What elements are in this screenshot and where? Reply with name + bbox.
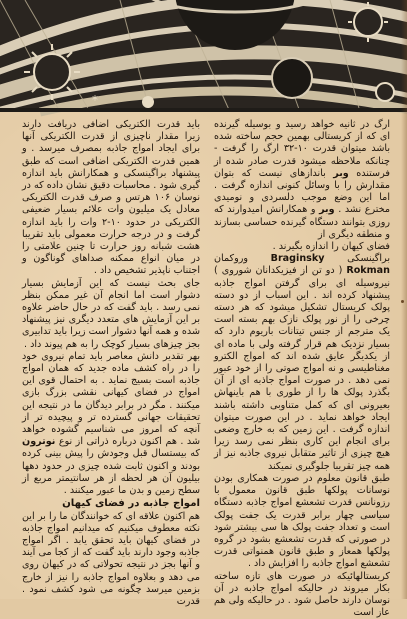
cosmic-illustration	[0, 0, 407, 112]
article-column-left	[22, 119, 201, 607]
paragraph: هم اکنون علاقه ای که خوانندگان ما را بر این نکته معطوف میکنیم که میدانیم امواج جاذبه در فضای کیهان باید تحقق یابد . اگر امواج جاذبه وجود دارند باید گفت که از کجا می آیند و آنها بجز در نتیجه تحولاتی که در کیهان روی می دهد و بعلاوه امواج جاذبه را نیز از خارج بزمین میرسد چگونه می شود کشف نمود . قدرت	[22, 510, 200, 607]
svg-text:*: *	[92, 93, 98, 107]
latin-name-rokman: Rokman	[346, 265, 390, 277]
text-span: که بیستسال قبل وجودش را پیش بینی کرده بودند و اکنون ثابت شده چیزی در حدود دهها بیلیون آن هر لحظه از هر سانتیمتر مربع از سطح زمین و بدن ما عبور میکنند .	[22, 448, 200, 497]
text-span: بهر تقدیر دانش معاصر باید تمام نیروی خود را در راه کشف ماده جدید که همان امواج جاذبه است بسیج نماید . به احتمال قوی این امواج در فضای کیهانی نقشی بزرگ بازی میکنند . مگر در برابر دیدگان ما در نتیجه این تحقیقات جهانی گسترده تر و پیچیده تر از آنچه که امروز می شناسیم گشوده خواهد شد . هم اکنون درباره ذراتی از نوع	[22, 350, 200, 448]
sun-planets-icon	[0, 0, 407, 112]
paragraph	[22, 351, 200, 497]
name-weber: وبر	[333, 167, 349, 179]
latin-name-braginsky: Braginsky	[270, 253, 325, 265]
paragraph: جای بحث نیست که این آزمایش بسیار دشوار است اما انجام آن غیر ممکن بنظر نمی رسد . باید گفت که در حال حاضر علاوه بر این آزمایش های متعدد دیگری نیز پیشنهاد شده و همه آنها دشوار است زیرا باید تدابیری بجز چیزهای بسیار کوچک را به هم پیوند داد .	[22, 277, 200, 350]
paragraph	[214, 119, 390, 241]
term-neutrino: نوترون	[22, 436, 56, 448]
text-span: وروکمان	[214, 253, 248, 265]
paragraph: باید قدرت الکتریکی اضافی دریافت دارند زیرا مقدار ناچیزی از قدرت الکتریکی آنها برای ایجاد امواج جاذبه بمصرف میرسد . و همین قدرت الکتریکی اضافی است که طبق پیشنهاد براگینسکی و همکارانش باید اندازه گیری شود . محاسبات دقیق نشان داده که در نوسان ۱۰۶ هرتس و صرف قدرت الکتریکی معادل یک میلیون وات علائم بسیار ضعیفی الکتریکی در حدود ۱۰-۲ وات را باید اندازه گرفت و در درجه حرارت معمولی باید تقریبا هشت شبانه روز حرارت تا چنین علامتی را در میان انواع ممکنه صداهای گوناگون و اجتناب ناپذیر تشخیص داد .	[22, 119, 201, 277]
name-weber: وبر	[319, 204, 335, 216]
section-heading: امواج جاذبه در فضای کیهان	[62, 498, 200, 510]
text-span: باندازهای نیست که بتوان مقدارش را با وسائل کنونی اندازه گرفت . اما این وضع موجب دلسردی و نومیدی مخترع نشد .	[214, 167, 390, 216]
binding-mark	[401, 300, 404, 303]
paragraph	[214, 253, 390, 473]
article-column-right	[214, 119, 391, 619]
text-span: و همکارانش امیدوارند که روزی بتوانند دستگاه گیرنده حساسی بسازند و منطقه دیگری از	[214, 204, 390, 240]
text-span: ارگ در ثانیه خواهد رسید و بوسیله گیرنده ای که از کریستالی بهمین حجم ساخته شده باشد میتوان قدرت ۱۰-۳۲ ارگ را گرفت - چنانکه ملاحظه میشود قدرت صادر شده از فرستنده	[214, 119, 391, 179]
paragraph: فضای کیهان را اندازه بگیرند .	[272, 241, 390, 253]
text-span: ( دو تن از فیزیکدانان شوروی ) نیروسیله ای برای گرفتن امواج جاذبه پیشنهاد کرده اند . این اسباب از دو دسته پولک کریستال تشکیل میشود که هر دسته چرخی را از نور پولک نازک بهم بسته است یک مترجم از جنس تیتانات باریوم دارد که بسیار نزدیک هم قرار گرفته ولی با ماده ای از یکدیگر عایق شده اند که امواج الکترو مغناطیسی و نه امواج صوتی را از خود عبور نمی دهد . در صورت امواج جاذبه ای از آن بگذرد پولک ها را از طوری با هم باینهاش بعیرونی ای که کمل متناوبی داشته باشند ایجاد خواهد نماید . در این صورت میتوان اندازه گرفت . این زمین که به خارج وضعی برای انجام این کاری بنظر نمی رسد زیرا هیچ چیزی از تاثیر متقابل نیروی جاذبه نیز از همه چیز تقریبا جلوگیری نمیکند	[214, 265, 390, 472]
paragraph: طبق قانون معلوم در صورت همکاری بودن نوسانات پولکها طبق قانون معمول با رزونانس قدرت تشعشع امواج جاذبه دستگاه سیاسی چهار برابر قدرت یک جفت پولک است و تعداد جفت پولک ها سی بیشتر شود در صورتی که قدرت تشعشع بشود در گروه پولکها همعاز و طبق قانون همنواتی قدرت تشعشع امواج جاذبه را افزایش داد .	[214, 472, 390, 570]
text-span: براگینسکی	[347, 253, 390, 265]
paragraph: کریستالهائیکه در صورت های تازه ساخته بکار میروند در حالیکه امواج جاذبه در آن نوسان دارند حاصل شود . در حالیکه ولی هم عاز است	[214, 570, 390, 619]
